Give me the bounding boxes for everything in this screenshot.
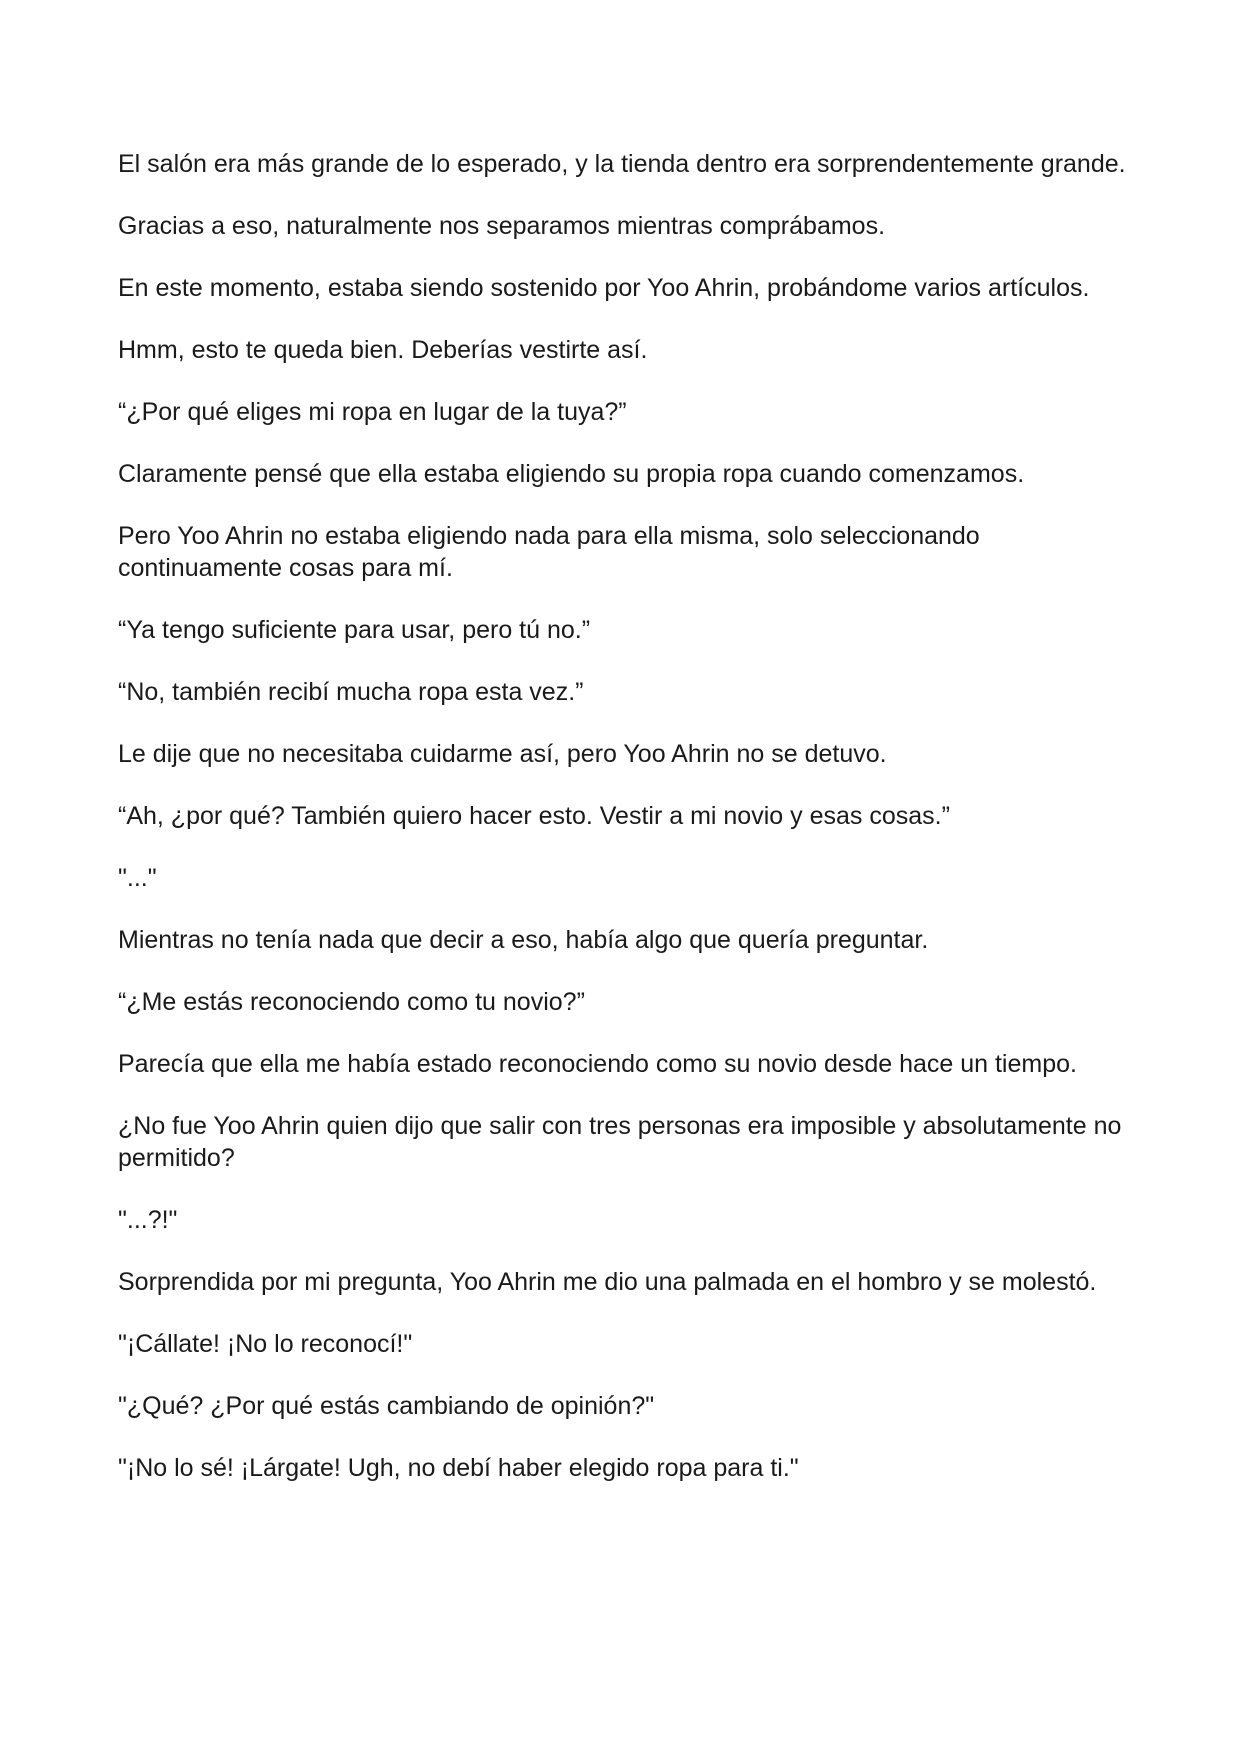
paragraph: "¡Cállate! ¡No lo reconocí!" [118,1330,413,1358]
paragraph: "¡No lo sé! ¡Lárgate! Ugh, no debí haber elegido ropa para ti." [118,1454,799,1482]
paragraph: "...?!" [118,1206,178,1234]
paragraph: El salón era más grande de lo esperado, y la tienda dentro era sorprendentemente grande. [118,150,1126,178]
paragraph: Gracias a eso, naturalmente nos separamos mientras comprábamos. [118,212,886,240]
paragraph: Le dije que no necesitaba cuidarme así, pero Yoo Ahrin no se detuvo. [118,740,887,768]
paragraph: ¿No fue Yoo Ahrin quien dijo que salir con tres personas era imposible y absolutamente no permitido? [118,1112,1122,1172]
paragraph: Parecía que ella me había estado reconociendo como su novio desde hace un tiempo. [118,1050,1077,1078]
paragraph: “Ah, ¿por qué? También quiero hacer esto. Vestir a mi novio y esas cosas.” [118,802,950,830]
paragraph: “¿Me estás reconociendo como tu novio?” [118,988,585,1016]
paragraph: Sorprendida por mi pregunta, Yoo Ahrin me dio una palmada en el hombro y se molestó. [118,1268,1097,1296]
paragraph: Mientras no tenía nada que decir a eso, había algo que quería preguntar. [118,926,929,954]
paragraph: Hmm, esto te queda bien. Deberías vestirte así. [118,336,648,364]
document-page [118,148,1138,1514]
paragraph: "¿Qué? ¿Por qué estás cambiando de opinión?" [118,1392,655,1420]
paragraph: “No, también recibí mucha ropa esta vez.” [118,678,584,706]
paragraph: "..." [118,864,157,892]
paragraph: Claramente pensé que ella estaba eligiendo su propia ropa cuando comenzamos. [118,460,1025,488]
paragraph: En este momento, estaba siendo sostenido por Yoo Ahrin, probándome varios artículos. [118,274,1090,302]
paragraph: “Ya tengo suficiente para usar, pero tú no.” [118,616,591,644]
paragraph: Pero Yoo Ahrin no estaba eligiendo nada para ella misma, solo seleccionando continuamente cosas para mí. [118,522,980,582]
paragraph: “¿Por qué eliges mi ropa en lugar de la tuya?” [118,398,627,426]
